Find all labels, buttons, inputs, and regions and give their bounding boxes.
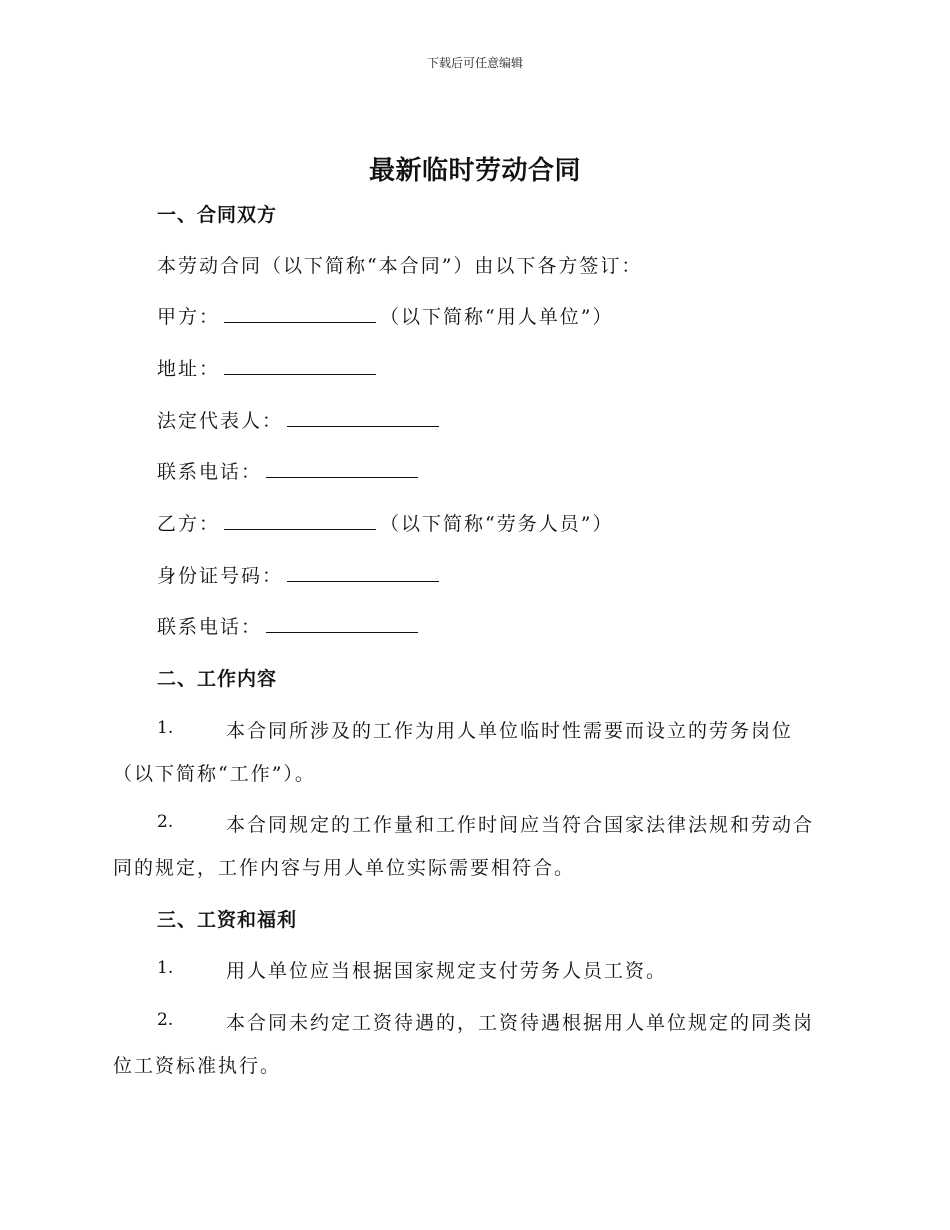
work-item2-line2: 同的规定，工作内容与用人单位实际需要相符合。 (113, 857, 576, 879)
address-label: 地址： (157, 358, 221, 380)
document-title: 最新临时劳动合同 (368, 156, 581, 186)
legal-rep-blank[interactable] (287, 408, 439, 427)
id-number-blank[interactable] (287, 563, 439, 582)
party-a-row (157, 302, 613, 329)
section-heading-parties: 一、合同双方 (157, 204, 278, 226)
party-b-suffix: （以下简称“劳务人员”） (380, 513, 614, 535)
wage-item2-line1: 本合同未约定工资待遇的，工资待遇根据用人单位规定的同类岗 (226, 1012, 815, 1034)
party-b-blank[interactable] (224, 511, 376, 530)
header-note: 下载后可任意编辑 (426, 56, 523, 70)
wage-item1-number: 1. (157, 958, 174, 978)
work-item1-line2: （以下简称“工作”）。 (113, 763, 316, 785)
party-b-label: 乙方： (157, 513, 221, 535)
address-blank[interactable] (224, 356, 376, 375)
wage-item1-line1: 用人单位应当根据国家规定支付劳务人员工资。 (226, 960, 668, 982)
party-a-label: 甲方： (157, 306, 221, 328)
phone-b-label: 联系电话： (157, 616, 263, 638)
phone-b-blank[interactable] (266, 614, 418, 633)
legal-rep-label: 法定代表人： (157, 410, 284, 432)
wage-item2-number: 2. (157, 1010, 174, 1030)
work-item1-line1: 本合同所涉及的工作为用人单位临时性需要而设立的劳务岗位 (226, 720, 794, 742)
work-item2-line1: 本合同规定的工作量和工作时间应当符合国家法律法规和劳动合 (226, 814, 815, 836)
section-heading-work: 二、工作内容 (157, 668, 278, 690)
work-item1-number: 1. (157, 718, 174, 738)
section-heading-wages: 三、工资和福利 (157, 909, 298, 931)
legal-rep-row (157, 406, 443, 433)
address-row (157, 354, 380, 381)
party-b-row (157, 509, 613, 536)
phone-b-row (157, 612, 422, 639)
party-a-suffix: （以下简称“用人单位”） (380, 306, 614, 328)
party-a-blank[interactable] (224, 304, 376, 323)
id-number-row (157, 561, 443, 588)
phone-a-label: 联系电话： (157, 461, 263, 483)
id-number-label: 身份证号码： (157, 565, 284, 587)
work-item2-number: 2. (157, 812, 174, 832)
phone-a-row (157, 457, 422, 484)
phone-a-blank[interactable] (266, 459, 418, 478)
wage-item2-line2: 位工资标准执行。 (113, 1055, 282, 1077)
intro-text: 本劳动合同（以下简称“本合同”）由以下各方签订： (157, 255, 643, 277)
